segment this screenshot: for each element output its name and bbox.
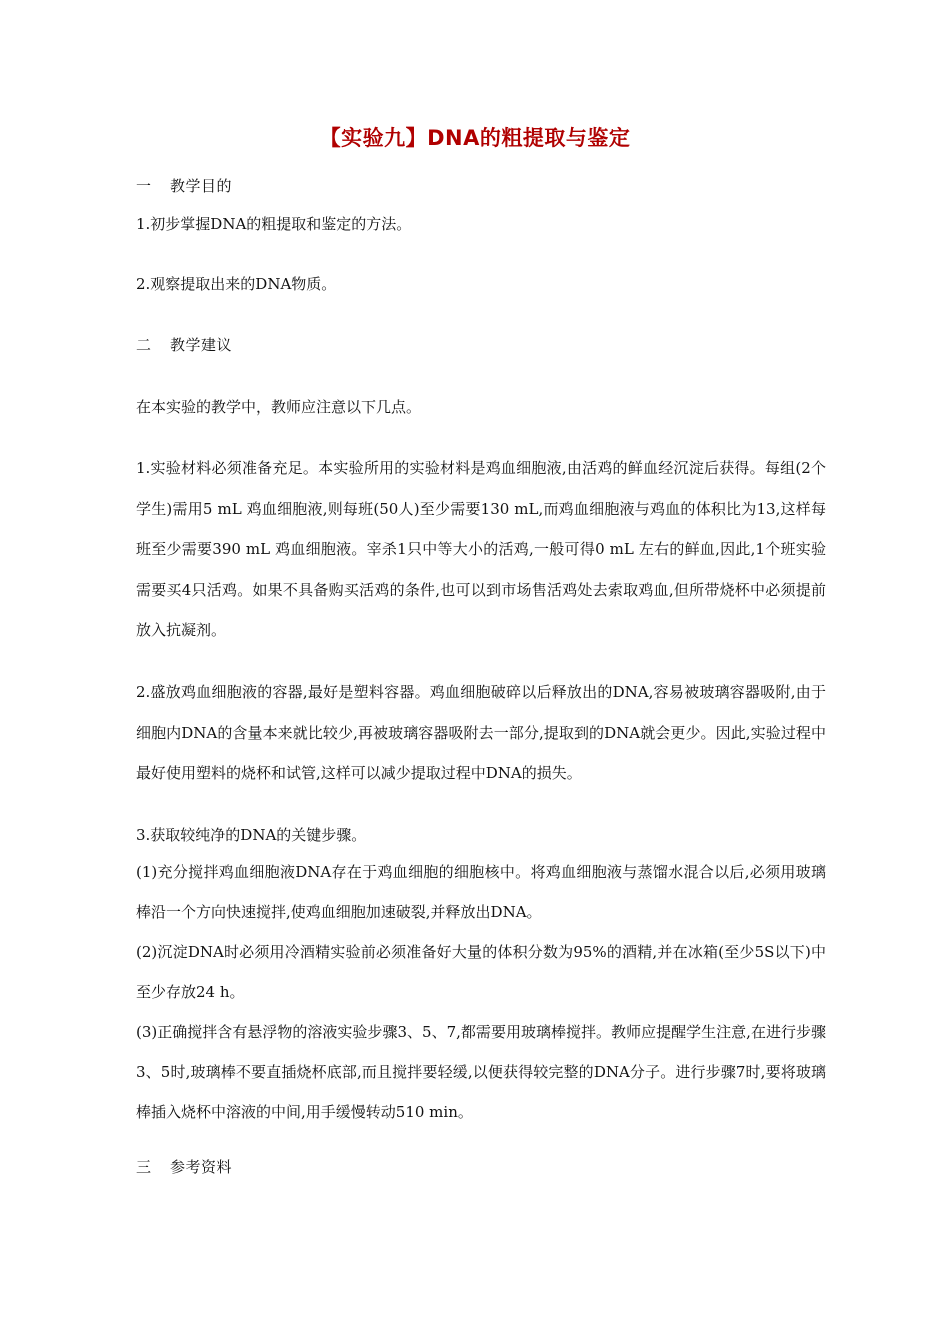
step-2-paragraph: (2)沉淀DNA时必须用冷酒精实验前必须准备好大量的体积分数为95%的酒精,并在冰箱(至少5S以下)中至少存放24 h。 bbox=[136, 943, 826, 1001]
paragraph-key-steps-title: 3.获取较纯净的DNA的关键步骤。 bbox=[136, 826, 367, 844]
section-heading-1 bbox=[136, 176, 826, 196]
section-number: 一 bbox=[136, 177, 152, 195]
document-title: 【实验九】DNA的粗提取与鉴定 bbox=[319, 126, 631, 150]
section-number: 二 bbox=[136, 336, 152, 354]
step-3-paragraph: (3)正确搅拌含有悬浮物的溶液实验步骤3、5、7,都需要用玻璃棒搅拌。教师应提醒学生注意,在进行步骤3、5时,玻璃棒不要直插烧杯底部,而且搅拌要轻缓,以便获得较完整的DNA分子。进行步骤7时,要将玻璃棒插入烧杯中溶液的中间,用手缓慢转动510 min。 bbox=[136, 1023, 826, 1121]
section-heading-3 bbox=[136, 1157, 826, 1177]
section-label: 参考资料 bbox=[170, 1158, 233, 1176]
paragraph-materials: 1.实验材料必须准备充足。本实验所用的实验材料是鸡血细胞液,由活鸡的鲜血经沉淀后获得。每组(2个学生)需用5 mL 鸡血细胞液,则每班(50人)至少需要130 mL,而鸡血细胞液与鸡血的体积比为13,这样每班至少需要390 mL 鸡血细胞液。宰杀1只中等大小的活鸡,一般可得0 mL 左右的鲜血,因此,1个班实验需要买4只活鸡。如果不具备购买活鸡的条件,也可以到市场售活鸡处去索取鸡血,但所带烧杯中必须提前放入抗凝剂。 bbox=[136, 459, 826, 639]
step-1-paragraph: (1)充分搅拌鸡血细胞液DNA存在于鸡血细胞的细胞核中。将鸡血细胞液与蒸馏水混合以后,必须用玻璃棒沿一个方向快速搅拌,使鸡血细胞加速破裂,并释放出DNA。 bbox=[136, 863, 826, 921]
section-number: 三 bbox=[136, 1158, 152, 1176]
section-label: 教学建议 bbox=[170, 336, 233, 354]
section-label: 教学目的 bbox=[170, 177, 233, 195]
intro-paragraph: 在本实验的教学中，教师应注意以下几点。 bbox=[136, 398, 422, 416]
goal-item: 2.观察提取出来的DNA物质。 bbox=[136, 275, 337, 293]
goal-item: 1.初步掌握DNA的粗提取和鉴定的方法。 bbox=[136, 215, 412, 233]
paragraph-container: 2.盛放鸡血细胞液的容器,最好是塑料容器。鸡血细胞破碎以后释放出的DNA,容易被玻璃容器吸附,由于细胞内DNA的含量本来就比较少,再被玻璃容器吸附去一部分,提取到的DNA就会更少。因此,实验过程中最好使用塑料的烧杯和试管,这样可以减少提取过程中DNA的损失。 bbox=[136, 683, 826, 782]
section-heading-2 bbox=[136, 335, 826, 355]
